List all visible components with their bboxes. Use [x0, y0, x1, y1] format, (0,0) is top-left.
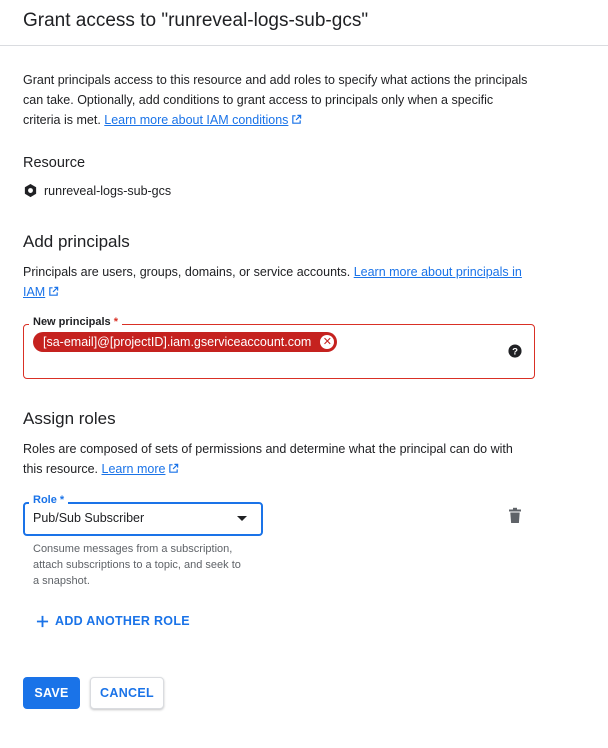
help-icon[interactable] — [508, 344, 522, 358]
svg-text:?: ? — [512, 346, 518, 358]
add-another-role-label: ADD ANOTHER ROLE — [55, 614, 190, 628]
cancel-button[interactable]: CANCEL — [90, 677, 164, 709]
pubsub-icon — [23, 183, 38, 198]
roles-learn-more-link[interactable]: Learn more — [102, 462, 180, 476]
new-principals-label: New principals * — [29, 316, 122, 328]
iam-conditions-link[interactable]: Learn more about IAM conditions — [104, 113, 302, 127]
delete-role-icon[interactable] — [507, 507, 523, 524]
resource-row — [23, 183, 171, 198]
principals-learn-more-link[interactable]: Learn more about principals in IAM — [23, 265, 522, 299]
role-selected-value: Pub/Sub Subscriber — [33, 511, 145, 525]
principal-chip[interactable] — [33, 332, 337, 352]
dialog-title: Grant access to "runreveal-logs-sub-gcs" — [23, 10, 369, 31]
plus-icon — [36, 615, 49, 628]
add-another-role-button[interactable] — [36, 614, 190, 628]
external-link-icon — [48, 286, 59, 297]
external-link-icon — [168, 463, 179, 474]
save-button[interactable]: SAVE — [23, 677, 80, 709]
dialog-header — [0, 0, 608, 46]
resource-heading: Resource — [23, 155, 86, 171]
add-principals-heading: Add principals — [23, 232, 130, 251]
principal-chip-label: [sa-email]@[projectID].iam.gserviceaccount.com — [43, 335, 312, 349]
resource-name: runreveal-logs-sub-gcs — [44, 183, 172, 198]
role-description: Consume messages from a subscription, attach subscriptions to a topic, and seek to a snapshot. — [33, 543, 241, 587]
intro-text — [23, 70, 533, 130]
remove-chip-icon[interactable]: ✕ — [320, 335, 334, 349]
assign-roles-heading: Assign roles — [23, 409, 116, 428]
external-link-icon — [291, 114, 302, 125]
role-label: Role * — [29, 494, 68, 506]
add-principals-description: Principals are users, groups, domains, or service accounts. Learn more about principals in IAM — [23, 265, 522, 299]
intro-description: Grant principals access to this resource and add roles to specify what actions the principals can take. Optionally, add conditions to grant access to principals only when a specific criteria is met. — [23, 73, 528, 127]
dropdown-arrow-icon[interactable] — [237, 516, 247, 521]
assign-roles-description: Roles are composed of sets of permissions and determine what the principal can do with this resource. Learn more — [23, 442, 513, 476]
